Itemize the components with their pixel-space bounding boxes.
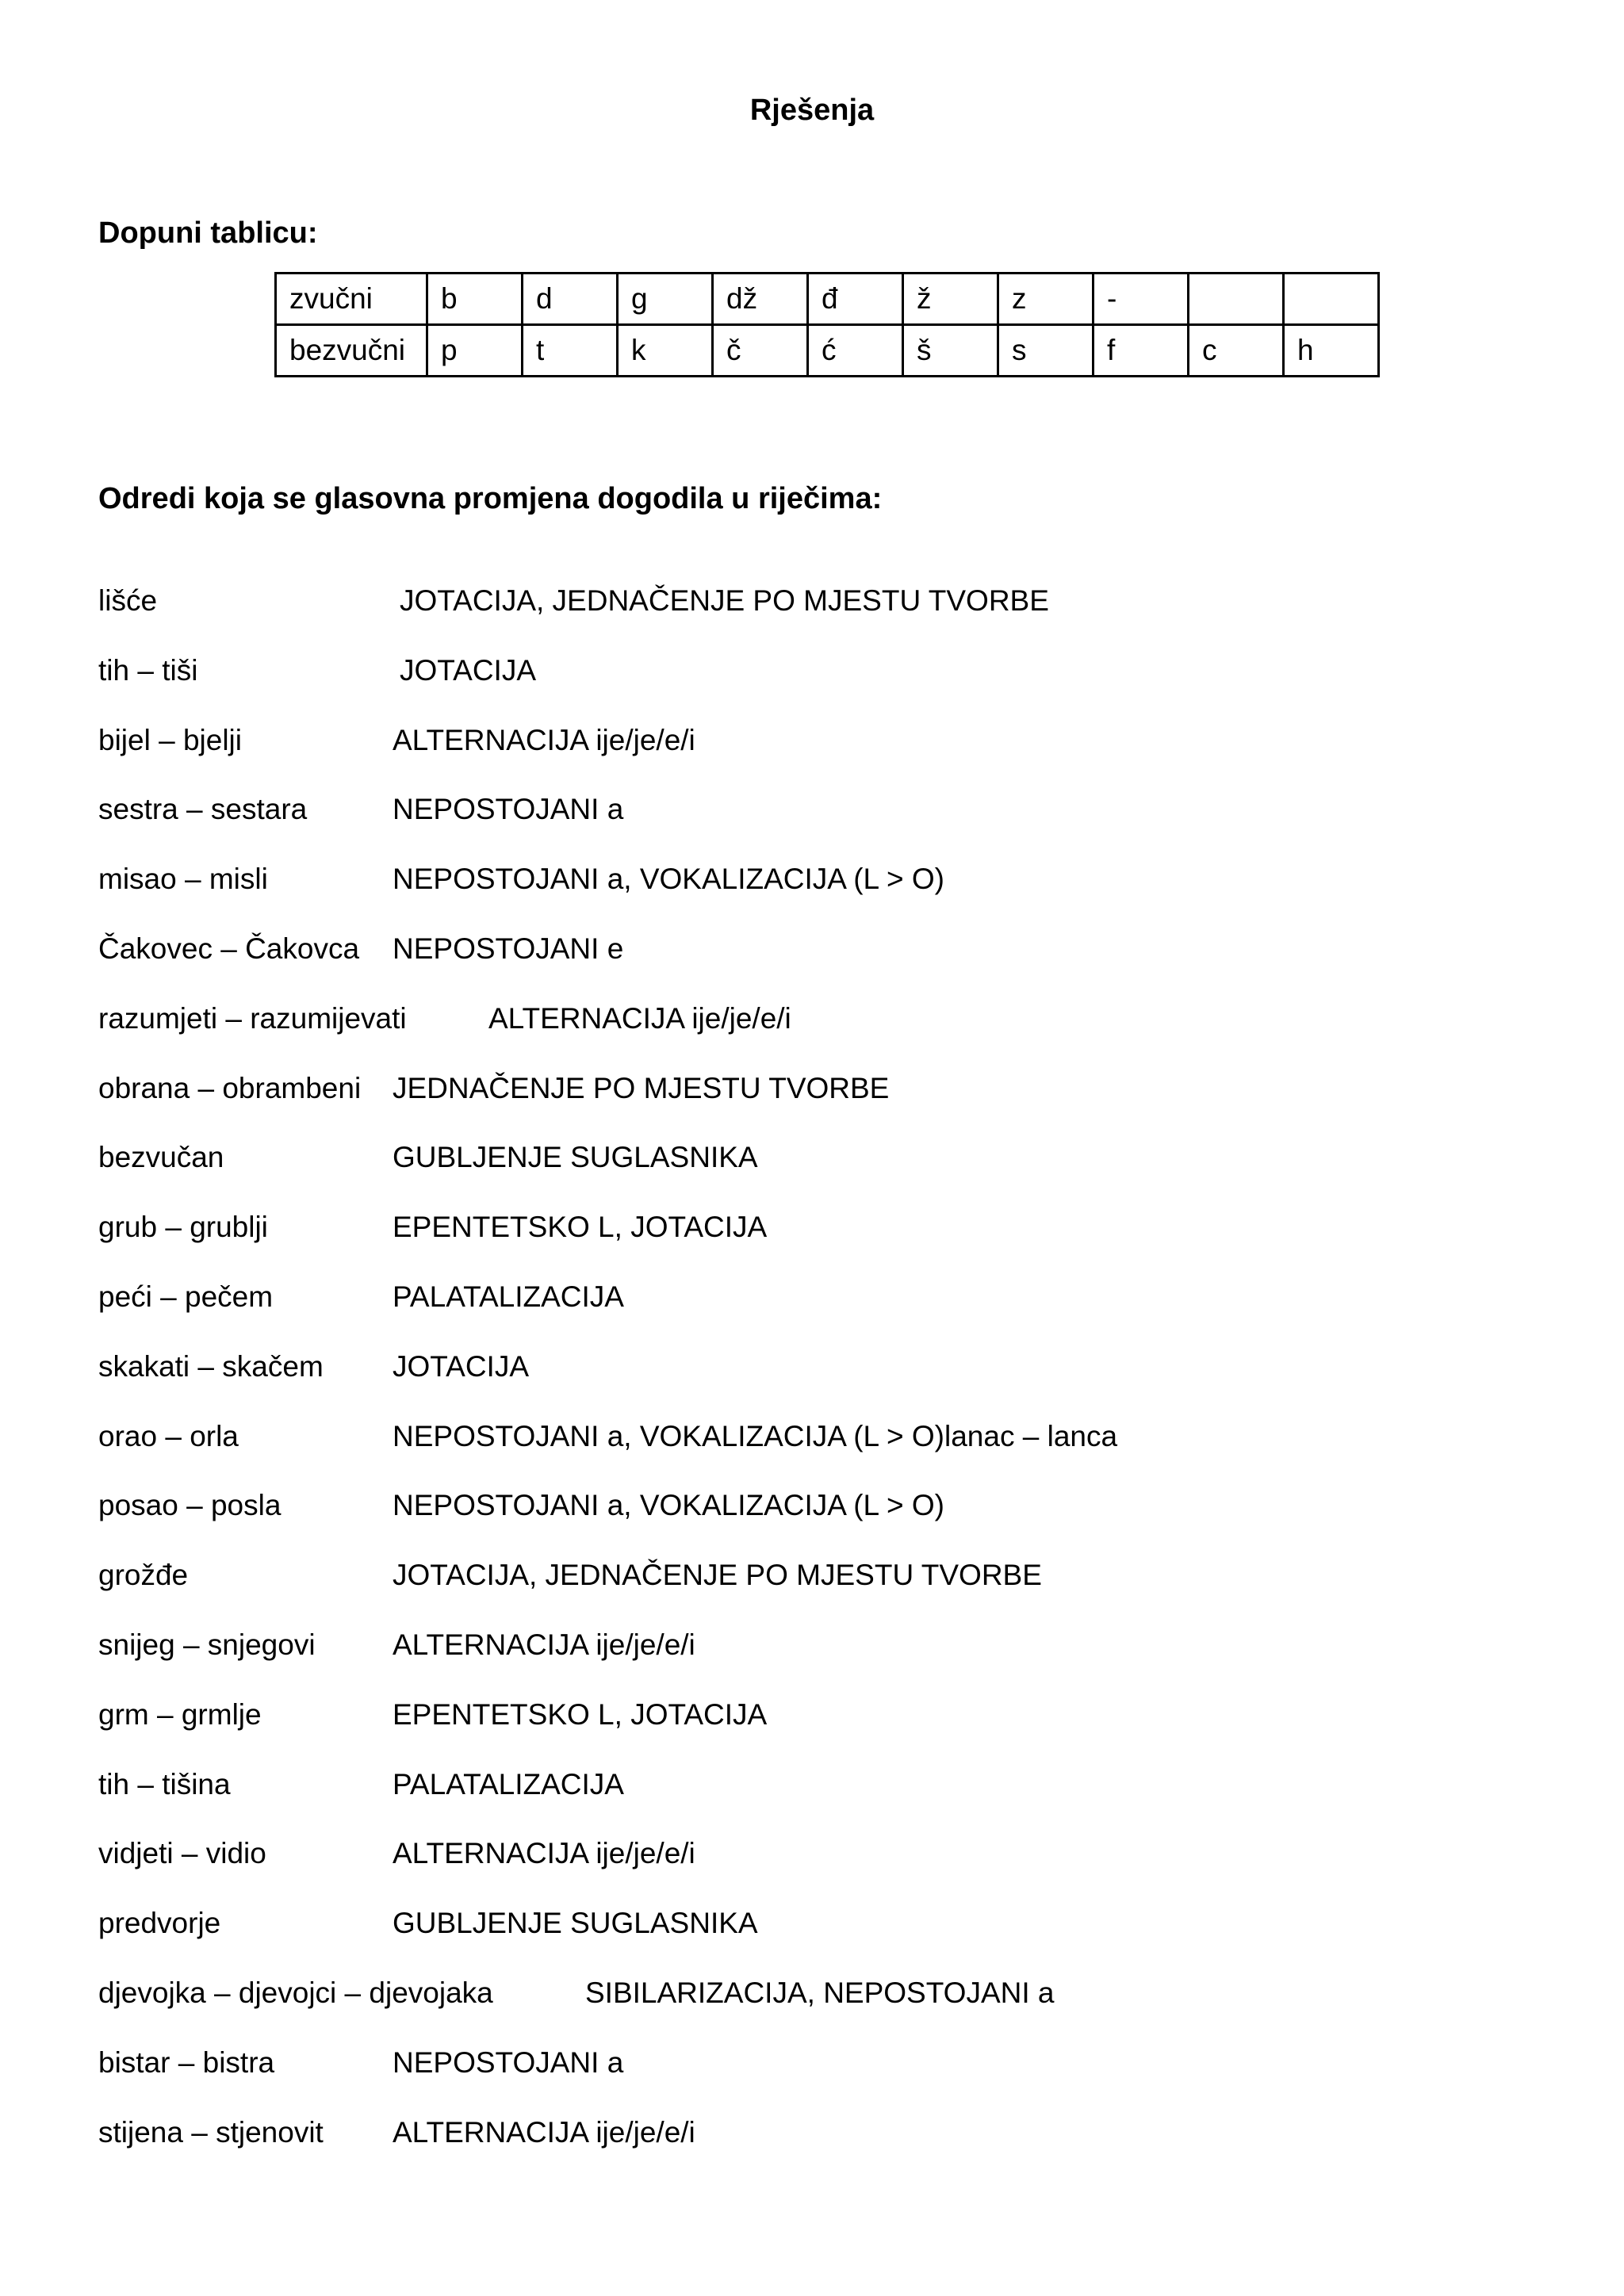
table-cell: ć	[808, 325, 903, 377]
sound-change: NEPOSTOJANI a	[393, 793, 624, 826]
word-pair: bezvučan	[98, 1141, 224, 1174]
sound-change: JOTACIJA	[400, 653, 536, 687]
word-pair: Čakovec – Čakovca	[98, 932, 360, 965]
table-cell	[1189, 274, 1284, 325]
row-label-voiced: zvučni	[276, 274, 427, 325]
sound-change: ALTERNACIJA ije/je/e/i	[393, 2115, 695, 2149]
row-label-voiceless: bezvučni	[276, 325, 427, 377]
table-cell: t	[523, 325, 618, 377]
word-pair: grm – grmlje	[98, 1697, 262, 1731]
sound-change: NEPOSTOJANI a, VOKALIZACIJA (L > O)lanac – lanca	[393, 1419, 1118, 1452]
table-cell: d	[523, 274, 618, 325]
list-item	[98, 1558, 1526, 1628]
word-pair: razumjeti – razumijevati	[98, 1001, 407, 1035]
sound-change: NEPOSTOJANI a, VOKALIZACIJA (L > O)	[393, 863, 945, 896]
word-pair: djevojka – djevojci – djevojaka	[98, 1976, 493, 2009]
word-pair: orao – orla	[98, 1419, 239, 1452]
word-pair: tih – tišina	[98, 1767, 231, 1800]
table-cell: z	[998, 274, 1094, 325]
table-cell: -	[1094, 274, 1189, 325]
table-cell: g	[618, 274, 713, 325]
sound-change: NEPOSTOJANI e	[393, 932, 624, 965]
changes-heading: Odredi koja se glasovna promjena dogodila u riječima:	[98, 482, 883, 515]
table-row-voiceless	[276, 325, 1379, 377]
sound-change: GUBLJENJE SUGLASNIKA	[393, 1141, 758, 1174]
sound-change: JEDNAČENJE PO MJESTU TVORBE	[393, 1071, 890, 1104]
voicing-table	[274, 272, 1380, 377]
table-cell: đ	[808, 274, 903, 325]
word-pair: peći – pečem	[98, 1280, 274, 1313]
word-pair: snijeg – snjegovi	[98, 1628, 316, 1661]
table-cell: š	[903, 325, 998, 377]
word-pair: bistar – bistra	[98, 2045, 275, 2079]
list-item	[98, 1349, 1526, 1419]
sound-change: ALTERNACIJA ije/je/e/i	[393, 1628, 695, 1661]
list-item	[98, 1419, 1526, 1489]
word-pair: misao – misli	[98, 863, 268, 896]
word-pair: obrana – obrambeni	[98, 1071, 362, 1104]
word-pair: skakati – skačem	[98, 1349, 324, 1383]
table-cell: k	[618, 325, 713, 377]
word-pair: grub – grublji	[98, 1211, 268, 1244]
table-cell: b	[427, 274, 523, 325]
sound-change: ALTERNACIJA ije/je/e/i	[393, 1837, 695, 1870]
sound-change: NEPOSTOJANI a	[393, 2045, 624, 2079]
sound-change: PALATALIZACIJA	[393, 1280, 624, 1313]
list-item	[98, 1071, 1526, 1141]
list-item	[98, 1280, 1526, 1349]
table-cell	[1284, 274, 1379, 325]
word-pair: stijena – stjenovit	[98, 2115, 324, 2149]
list-item	[98, 2045, 1526, 2115]
list-item	[98, 1210, 1526, 1280]
table-cell: s	[998, 325, 1094, 377]
table-cell: dž	[713, 274, 808, 325]
list-item	[98, 723, 1526, 793]
sound-change: JOTACIJA, JEDNAČENJE PO MJESTU TVORBE	[393, 1559, 1042, 1592]
list-item	[98, 584, 1526, 653]
list-item	[98, 1697, 1526, 1767]
page-title: Rješenja	[749, 94, 875, 127]
table-cell: p	[427, 325, 523, 377]
sound-change: PALATALIZACIJA	[393, 1767, 624, 1800]
sound-change: EPENTETSKO L, JOTACIJA	[393, 1697, 768, 1731]
word-pair: vidjeti – vidio	[98, 1837, 266, 1870]
table-cell: č	[713, 325, 808, 377]
list-item	[98, 1001, 1526, 1071]
table-cell: c	[1189, 325, 1284, 377]
sound-change: ALTERNACIJA ije/je/e/i	[488, 1001, 791, 1035]
table-heading: Dopuni tablicu:	[98, 216, 318, 250]
list-item	[98, 932, 1526, 1001]
list-item	[98, 2115, 1526, 2185]
list-item	[98, 1488, 1526, 1558]
list-item	[98, 792, 1526, 862]
list-item	[98, 1628, 1526, 1697]
sound-change: JOTACIJA	[393, 1349, 529, 1383]
sound-change: GUBLJENJE SUGLASNIKA	[393, 1907, 758, 1940]
list-item	[98, 653, 1526, 723]
list-item	[98, 1836, 1526, 1906]
table-cell: f	[1094, 325, 1189, 377]
word-pair: grožđe	[98, 1559, 189, 1592]
list-item	[98, 1140, 1526, 1210]
word-pair: lišće	[98, 584, 158, 617]
word-pair: predvorje	[98, 1907, 221, 1940]
list-item	[98, 1767, 1526, 1837]
list-item	[98, 1906, 1526, 1976]
sound-change: SIBILARIZACIJA, NEPOSTOJANI a	[585, 1976, 1055, 2009]
word-pair: posao – posla	[98, 1489, 282, 1522]
sound-change: ALTERNACIJA ije/je/e/i	[393, 723, 695, 756]
list-item	[98, 862, 1526, 932]
table-row-voiced	[276, 274, 1379, 325]
table-cell: ž	[903, 274, 998, 325]
sound-change: EPENTETSKO L, JOTACIJA	[393, 1211, 768, 1244]
word-pair: tih – tiši	[98, 653, 198, 687]
sound-change: NEPOSTOJANI a, VOKALIZACIJA (L > O)	[393, 1489, 945, 1522]
word-pair: sestra – sestara	[98, 793, 308, 826]
sound-change-list	[98, 584, 1526, 2184]
list-item	[98, 1976, 1526, 2045]
word-pair: bijel – bjelji	[98, 723, 242, 756]
table-cell: h	[1284, 325, 1379, 377]
sound-change: JOTACIJA, JEDNAČENJE PO MJESTU TVORBE	[400, 584, 1049, 617]
